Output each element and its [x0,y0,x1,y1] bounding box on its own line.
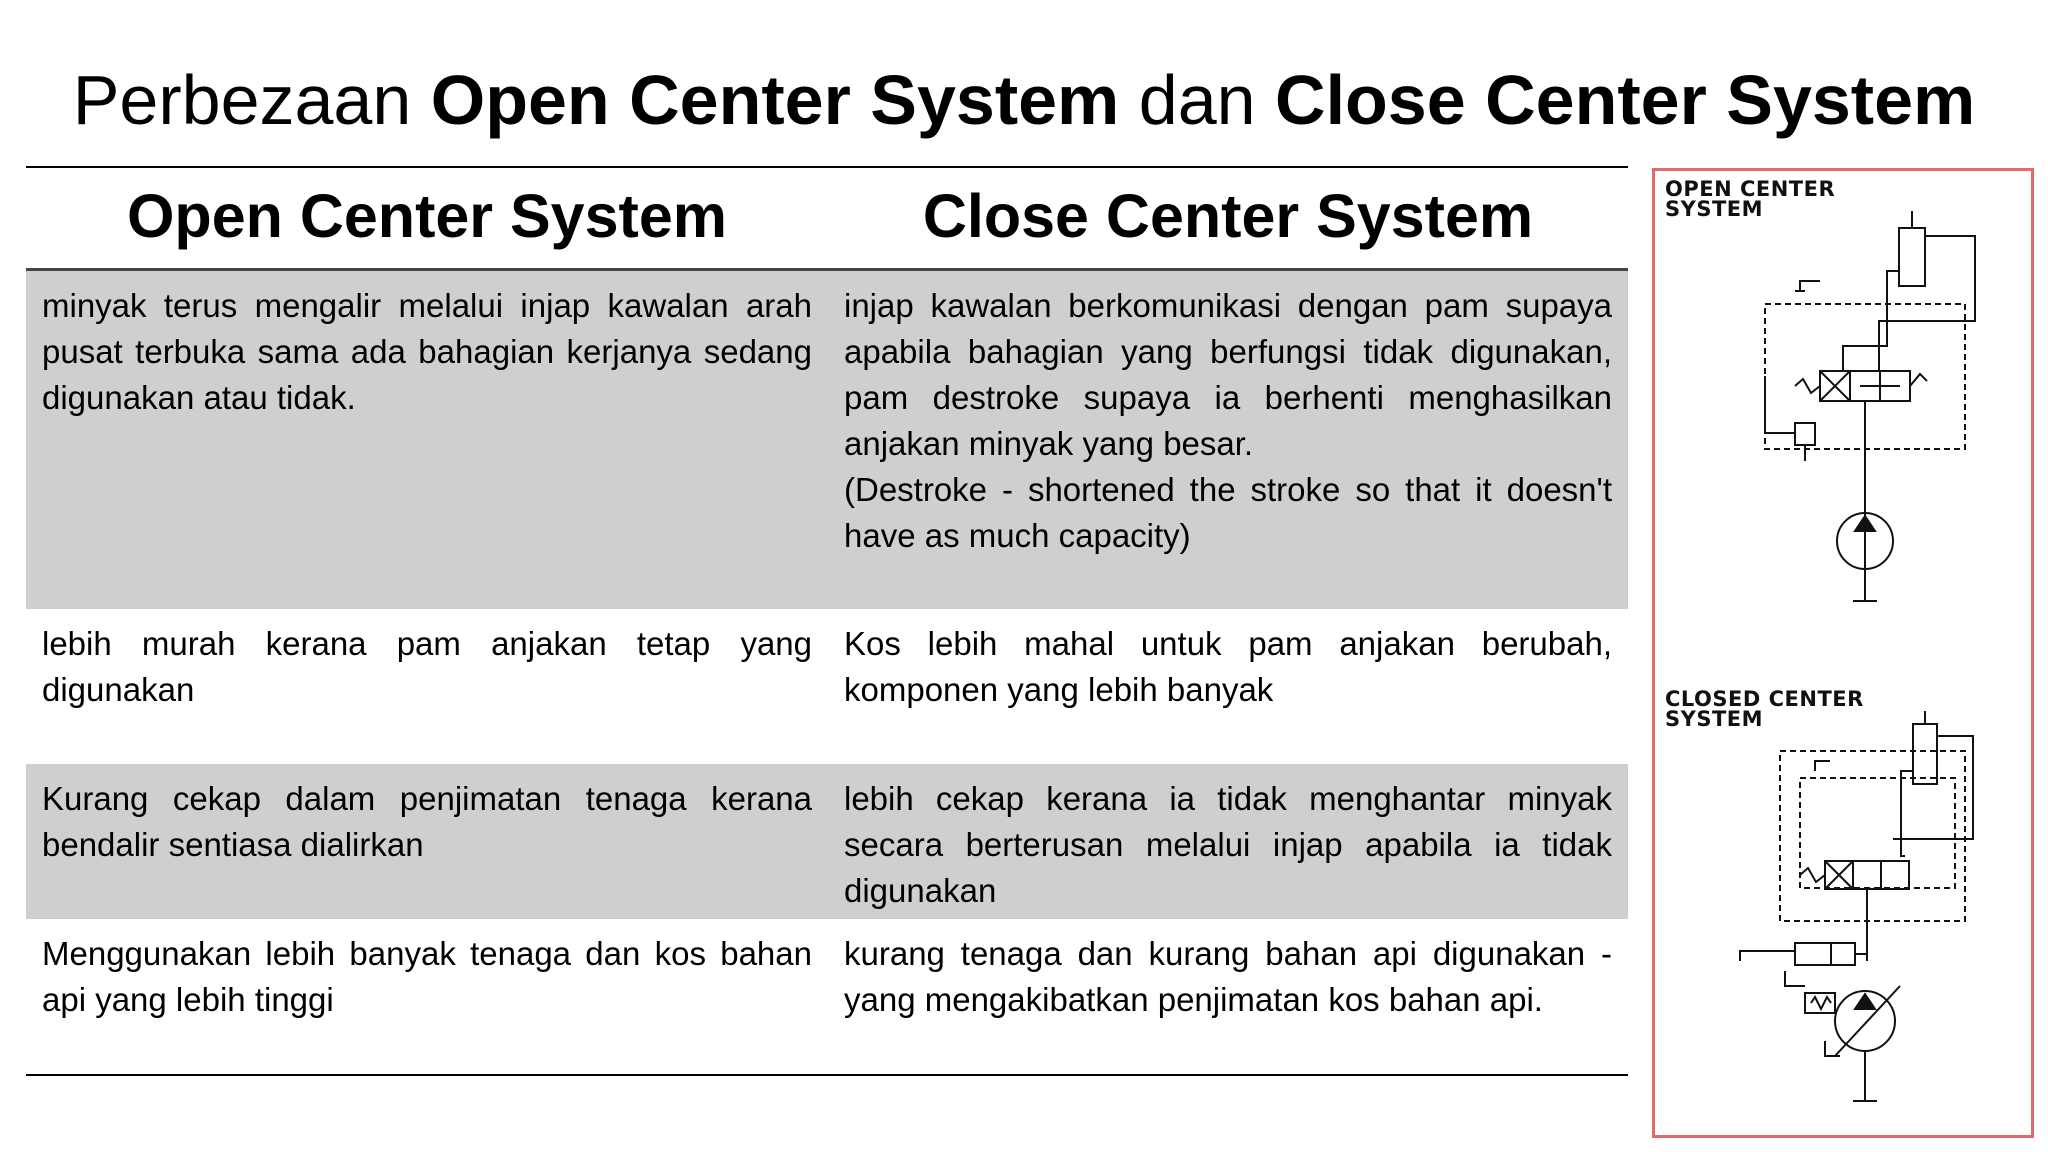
table-row [26,919,1628,1074]
header-open-center: Open Center System [126,182,728,250]
open-cell: Menggunakan lebih banyak tenaga dan kos bahan api yang lebih tinggi [42,935,812,1018]
title-part-3: dan [1119,61,1276,139]
closed-center-schematic-icon [1740,711,1973,1101]
table-row [26,271,1628,609]
table-header-row [26,168,1628,271]
hydraulic-schematic-svg [1655,171,2031,1135]
open-label-line1: OPEN CENTER [1665,177,1836,201]
open-cell: Kurang cekap dalam penjimatan tenaga kerana bendalir sentiasa dialirkan [42,780,812,863]
destroke-note: (Destroke - shortened the stroke so that it doesn't have as much capacity) [844,471,1612,554]
comparison-table [26,166,1628,1076]
close-cell: Kos lebih mahal untuk pam anjakan berubah, komponen yang lebih banyak [844,625,1612,708]
open-label-line2: SYSTEM [1665,197,1764,221]
close-cell [828,271,1628,609]
title-open-center: Open Center System [430,61,1120,139]
slide-title [0,55,2048,145]
table-row [26,764,1628,919]
hydraulic-diagram-panel [1652,168,2034,1138]
header-close-center: Close Center System [922,182,1534,250]
close-cell: kurang tenaga dan kurang bahan api digunakan - yang mengakibatkan penjimatan kos bahan api. [844,935,1612,1018]
open-cell: lebih murah kerana pam anjakan tetap yang digunakan [42,625,812,708]
closed-label-line2: SYSTEM [1665,707,1764,731]
close-cell: lebih cekap kerana ia tidak menghantar minyak secara berterusan melalui injap apabila ia tidak digunakan [844,780,1612,909]
closed-label-line1: CLOSED CENTER [1665,687,1864,711]
open-cell: minyak terus mengalir melalui injap kawalan arah pusat terbuka sama ada bahagian kerjanya sedang digunakan atau tidak. [42,287,812,416]
table-row [26,609,1628,764]
title-close-center: Close Center System [1275,61,1976,139]
title-part-1: Perbezaan [72,61,431,139]
close-cell-text: injap kawalan berkomunikasi dengan pam supaya apabila bahagian yang berfungsi tidak digunakan, pam destroke supaya ia berhenti menghasilkan anjakan minyak yang besar. [844,287,1612,462]
open-center-schematic-icon [1765,211,1975,601]
